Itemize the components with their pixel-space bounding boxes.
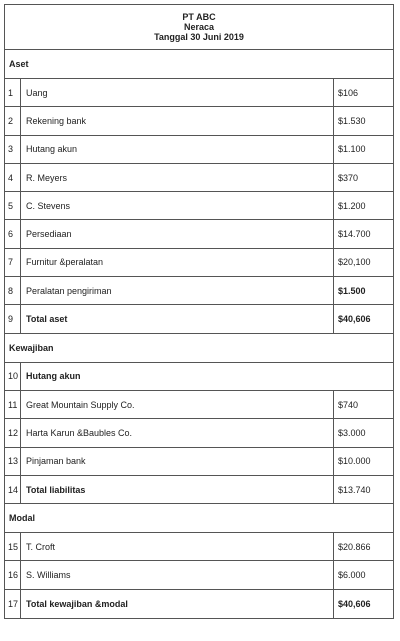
row-value: $20.866 <box>338 541 371 552</box>
table-row <box>5 363 393 391</box>
row-value: $14.700 <box>338 229 371 240</box>
row-value: $1.200 <box>338 200 366 211</box>
row-label: Total kewajiban &modal <box>21 590 334 618</box>
section-modal: Modal <box>5 504 393 533</box>
table-header <box>5 5 393 50</box>
row-value: $10.000 <box>338 456 371 467</box>
table-row <box>5 277 393 305</box>
row-value: $1.100 <box>338 144 366 155</box>
row-label: Pinjaman bank <box>21 448 334 475</box>
table-row <box>5 107 393 135</box>
table-row <box>5 448 393 476</box>
row-number: 14 <box>5 476 21 503</box>
table-row <box>5 164 393 192</box>
row-label: S. Williams <box>21 561 334 588</box>
row-value: $20,100 <box>338 257 371 268</box>
row-number: 11 <box>5 391 21 418</box>
total-row <box>5 590 393 618</box>
row-number: 13 <box>5 448 21 475</box>
row-number: 15 <box>5 533 21 560</box>
row-value: $106 <box>338 87 359 98</box>
row-label: T. Croft <box>21 533 334 560</box>
row-number: 4 <box>5 164 21 191</box>
row-number: 10 <box>5 363 21 390</box>
document-date: Tanggal 30 Juni 2019 <box>154 32 244 42</box>
row-label: R. Meyers <box>21 164 334 191</box>
row-label: Furnitur &peralatan <box>21 249 334 276</box>
row-number: 6 <box>5 220 21 247</box>
company-name: PT ABC <box>182 12 216 22</box>
row-number: 3 <box>5 136 21 163</box>
row-number: 2 <box>5 107 21 134</box>
total-row <box>5 305 393 333</box>
row-value: $1.500 <box>338 285 366 296</box>
row-value: $740 <box>338 399 359 410</box>
row-value: $6.000 <box>338 570 366 581</box>
row-label: Rekening bank <box>21 107 334 134</box>
row-label: Peralatan pengiriman <box>21 277 334 304</box>
row-label: Hutang akun <box>26 371 81 382</box>
row-value: $1.530 <box>338 115 366 126</box>
table-row <box>5 533 393 561</box>
balance-sheet-table <box>4 4 394 619</box>
row-label: Persediaan <box>21 220 334 247</box>
table-row <box>5 249 393 277</box>
table-row <box>5 136 393 164</box>
row-label: Uang <box>21 79 334 106</box>
row-number: 5 <box>5 192 21 219</box>
table-row <box>5 419 393 447</box>
row-number: 17 <box>5 590 21 618</box>
document-title: Neraca <box>183 22 215 32</box>
row-number: 8 <box>5 277 21 304</box>
table-row <box>5 192 393 220</box>
row-value: $40,606 <box>338 598 371 609</box>
row-number: 16 <box>5 561 21 588</box>
row-value: $13.740 <box>338 484 371 495</box>
table-row <box>5 561 393 589</box>
row-label: C. Stevens <box>21 192 334 219</box>
table-row <box>5 391 393 419</box>
section-kewajiban: Kewajiban <box>5 334 393 363</box>
row-label: Hutang akun <box>21 136 334 163</box>
row-value: $370 <box>338 172 359 183</box>
row-label: Great Mountain Supply Co. <box>21 391 334 418</box>
row-value: $3.000 <box>338 427 366 438</box>
row-label: Total liabilitas <box>21 476 334 503</box>
table-row <box>5 79 393 107</box>
row-label: Harta Karun &Baubles Co. <box>21 419 334 446</box>
row-number: 1 <box>5 79 21 106</box>
row-value: $40,606 <box>338 314 371 325</box>
row-label: Total aset <box>21 305 334 332</box>
row-number: 7 <box>5 249 21 276</box>
row-number: 12 <box>5 419 21 446</box>
section-aset: Aset <box>5 50 393 79</box>
row-number: 9 <box>5 305 21 332</box>
total-row <box>5 476 393 504</box>
table-row <box>5 220 393 248</box>
